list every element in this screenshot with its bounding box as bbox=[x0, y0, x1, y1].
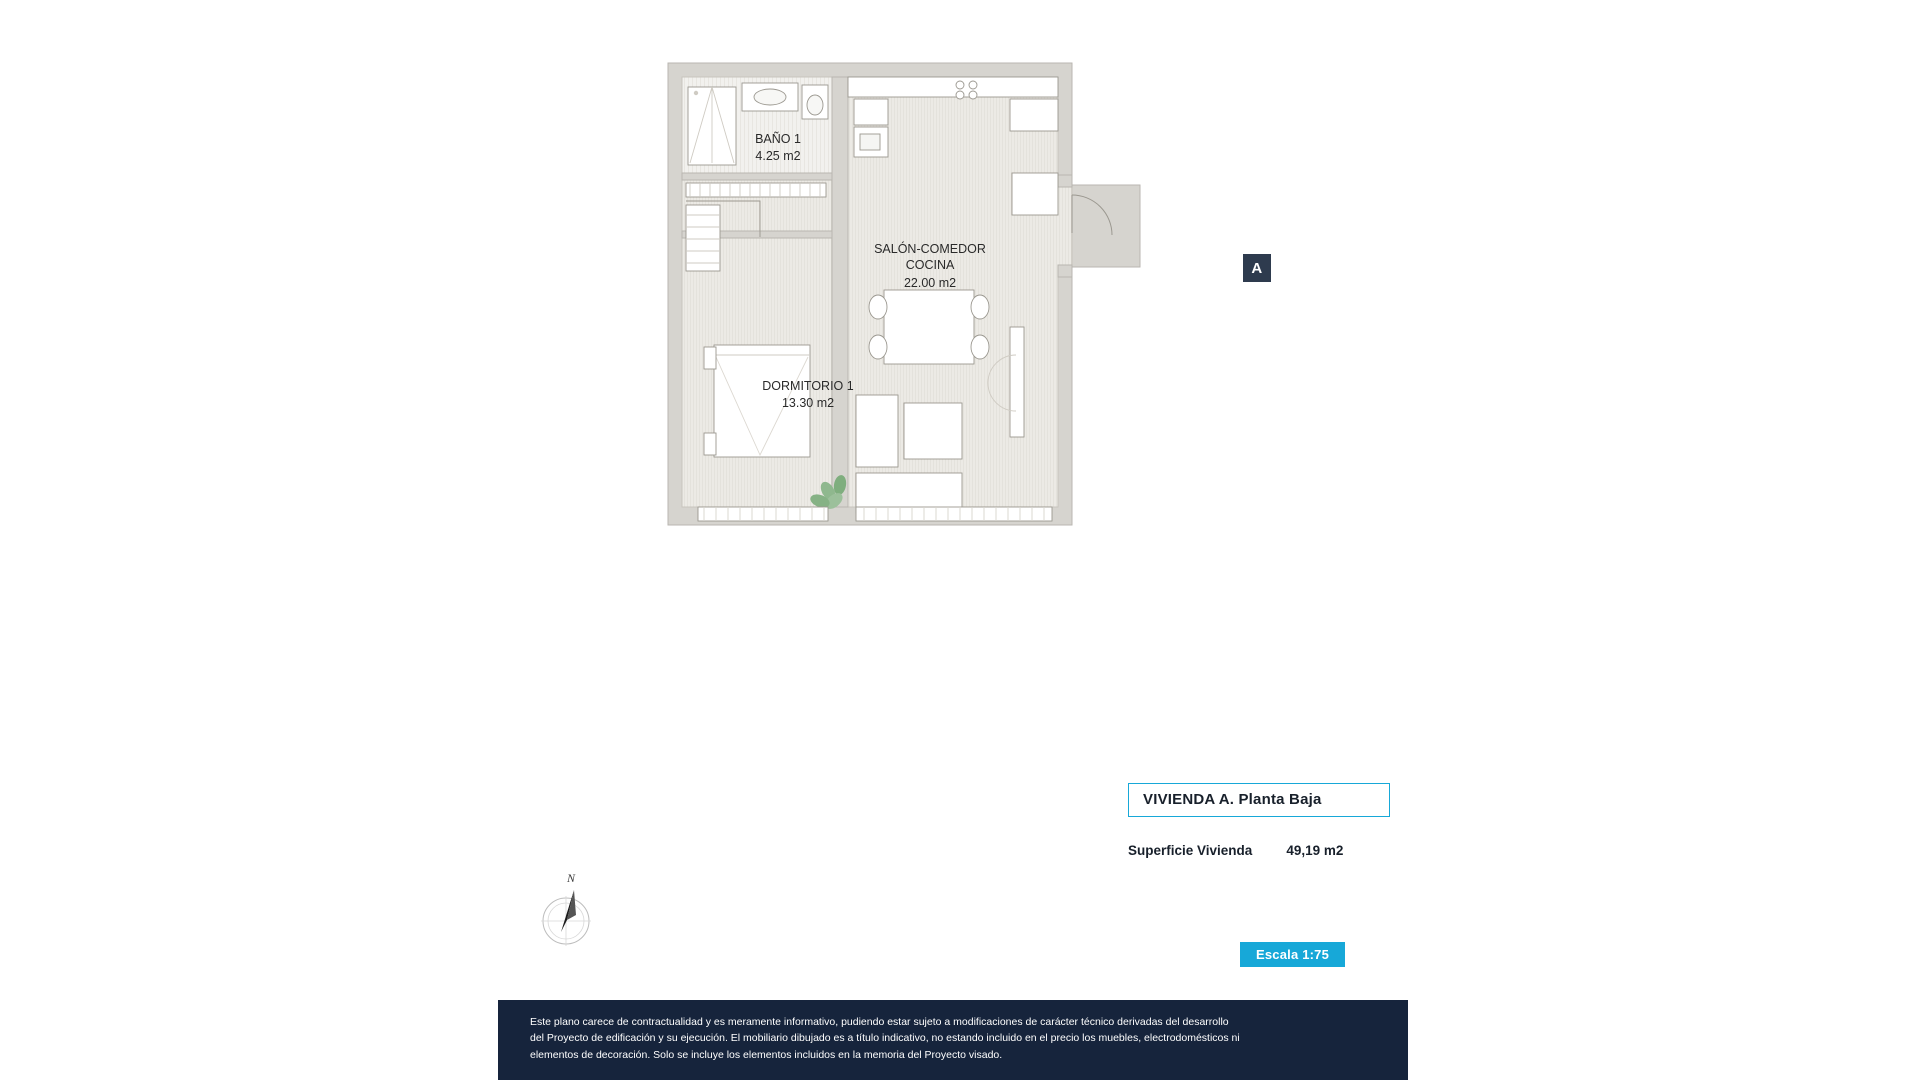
surface-row bbox=[1128, 843, 1528, 858]
window-band bbox=[698, 507, 1052, 521]
floor-plan-drawing bbox=[660, 55, 1160, 645]
unit-title: VIVIENDA A. Planta Baja bbox=[1143, 791, 1322, 808]
room-area-bedroom: 13.30 m2 bbox=[781, 396, 835, 410]
disclaimer-line-1: Este plano carece de contractualidad y es meramente informativo, pudiendo estar sujeto a modificaciones de carácter técnico derivadas del desarrollo bbox=[530, 1016, 1229, 1028]
disclaimer-line-3: elementos de decoración. Solo se incluye los elementos incluidos en la memoria del Proyecto visado. bbox=[530, 1048, 1003, 1061]
surface-label: Superficie Vivienda bbox=[1128, 843, 1253, 858]
disclaimer-line-2: del Proyecto de edificación y su ejecución. El mobiliario dibujado es a título indicativo, no estando incluido en el precio los muebles, electrodomésticos ni bbox=[530, 1032, 1240, 1045]
room-name-bedroom: DORMITORIO 1 bbox=[762, 379, 854, 393]
compass-icon bbox=[533, 868, 607, 952]
room-area-bathroom: 4.25 m2 bbox=[755, 149, 801, 163]
room-name-kitchen: COCINA bbox=[905, 258, 955, 272]
scale-chip: Escala 1:75 bbox=[1240, 942, 1345, 967]
room-name-bathroom: BAÑO 1 bbox=[755, 132, 801, 146]
room-area-living: 22.00 m2 bbox=[903, 276, 957, 290]
compass-north-label: N bbox=[566, 871, 576, 885]
legend-block bbox=[1128, 783, 1528, 858]
floor-plan bbox=[660, 55, 1160, 645]
surface-value: 49,19 m2 bbox=[1286, 843, 1344, 858]
disclaimer-banner bbox=[498, 1000, 1408, 1080]
room-name-living: SALÓN-COMEDOR bbox=[874, 242, 986, 256]
dining-furniture bbox=[869, 290, 989, 364]
compass-rose bbox=[533, 868, 607, 952]
unit-title-box bbox=[1128, 783, 1390, 817]
unit-marker-badge: A bbox=[1243, 254, 1271, 282]
